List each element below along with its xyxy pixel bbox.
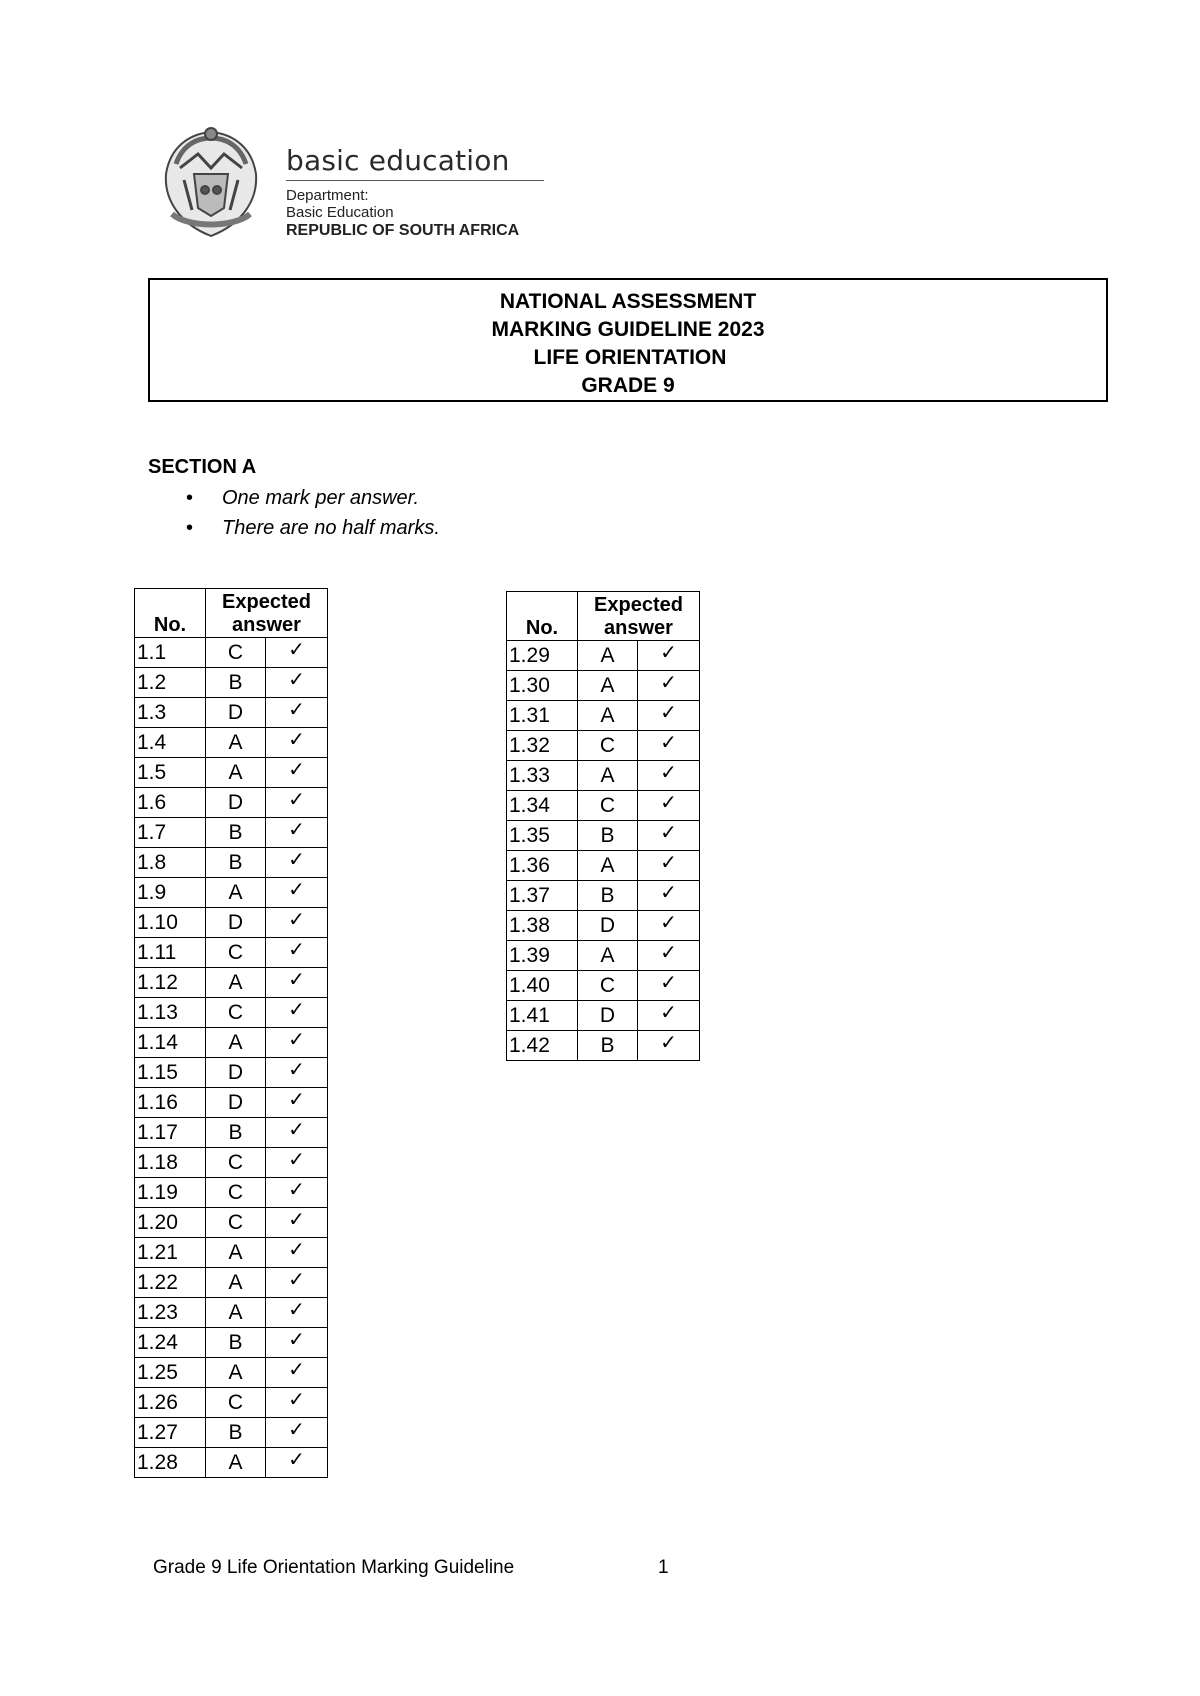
checkmark-icon: ✓	[638, 641, 700, 671]
expected-answer: B	[206, 1118, 266, 1148]
table-row	[135, 1448, 328, 1478]
note-item: • There are no half marks.	[186, 513, 440, 543]
answer-table-left	[134, 588, 328, 1478]
expected-answer: A	[578, 761, 638, 791]
table-row	[507, 791, 700, 821]
checkmark-icon: ✓	[266, 848, 328, 878]
title-line-assessment: NATIONAL ASSESSMENT	[499, 290, 757, 313]
expected-answer: C	[206, 938, 266, 968]
question-number: 1.9	[135, 878, 206, 908]
question-number: 1.22	[135, 1268, 206, 1298]
expected-answer: D	[206, 908, 266, 938]
question-number: 1.25	[135, 1358, 206, 1388]
table-row	[135, 908, 328, 938]
answer-table-right	[506, 591, 700, 1061]
table-row	[135, 1388, 328, 1418]
expected-answer: B	[578, 821, 638, 851]
expected-answer: C	[578, 791, 638, 821]
question-number: 1.32	[507, 731, 578, 761]
expected-answer: C	[206, 998, 266, 1028]
expected-answer: A	[578, 701, 638, 731]
question-number: 1.2	[135, 668, 206, 698]
question-number: 1.31	[507, 701, 578, 731]
expected-answer: A	[206, 1448, 266, 1478]
table-row	[135, 698, 328, 728]
question-number: 1.23	[135, 1298, 206, 1328]
question-number: 1.18	[135, 1148, 206, 1178]
table-row	[135, 878, 328, 908]
checkmark-icon: ✓	[266, 1148, 328, 1178]
expected-answer: A	[206, 1238, 266, 1268]
table-row	[135, 1328, 328, 1358]
question-number: 1.5	[135, 758, 206, 788]
document-title-box	[148, 278, 1108, 402]
table-row	[135, 1418, 328, 1448]
expected-answer: B	[206, 848, 266, 878]
question-number: 1.40	[507, 971, 578, 1001]
page-number: 1	[658, 1557, 669, 1578]
checkmark-icon: ✓	[266, 638, 328, 668]
question-number: 1.10	[135, 908, 206, 938]
checkmark-icon: ✓	[266, 1208, 328, 1238]
question-number: 1.42	[507, 1031, 578, 1061]
checkmark-icon: ✓	[266, 818, 328, 848]
question-number: 1.34	[507, 791, 578, 821]
expected-answer: A	[578, 671, 638, 701]
table-row	[507, 701, 700, 731]
table-row	[507, 911, 700, 941]
checkmark-icon: ✓	[266, 728, 328, 758]
question-number: 1.11	[135, 938, 206, 968]
question-number: 1.27	[135, 1418, 206, 1448]
brand-title: basic education	[286, 144, 510, 177]
table-row	[135, 1238, 328, 1268]
brand-department-label: Department:	[286, 187, 369, 204]
brand-department-name: Basic Education	[286, 204, 394, 221]
table-row	[135, 1118, 328, 1148]
table-row	[507, 731, 700, 761]
expected-answer: A	[206, 1298, 266, 1328]
table-row	[135, 938, 328, 968]
checkmark-icon: ✓	[266, 1178, 328, 1208]
table-row	[507, 941, 700, 971]
expected-answer: C	[206, 638, 266, 668]
checkmark-icon: ✓	[266, 668, 328, 698]
table-row	[135, 848, 328, 878]
table-row	[135, 1208, 328, 1238]
expected-answer: A	[206, 968, 266, 998]
coat-of-arms-icon	[158, 124, 264, 242]
table-row	[135, 1298, 328, 1328]
checkmark-icon: ✓	[266, 1388, 328, 1418]
question-number: 1.3	[135, 698, 206, 728]
table-row	[507, 641, 700, 671]
table-row	[507, 821, 700, 851]
expected-answer: D	[578, 1001, 638, 1031]
table-row	[507, 761, 700, 791]
expected-answer: D	[206, 788, 266, 818]
expected-answer: B	[206, 818, 266, 848]
checkmark-icon: ✓	[638, 821, 700, 851]
checkmark-icon: ✓	[266, 1118, 328, 1148]
note-item: • One mark per answer.	[186, 483, 440, 513]
checkmark-icon: ✓	[266, 1238, 328, 1268]
checkmark-icon: ✓	[638, 1001, 700, 1031]
table-row	[135, 1058, 328, 1088]
expected-answer: A	[206, 758, 266, 788]
checkmark-icon: ✓	[266, 1358, 328, 1388]
checkmark-icon: ✓	[638, 1031, 700, 1061]
table-row	[135, 788, 328, 818]
checkmark-icon: ✓	[266, 968, 328, 998]
checkmark-icon: ✓	[266, 1328, 328, 1358]
question-number: 1.24	[135, 1328, 206, 1358]
expected-answer: A	[206, 1358, 266, 1388]
expected-answer: A	[578, 851, 638, 881]
table-row	[135, 1358, 328, 1388]
checkmark-icon: ✓	[266, 1058, 328, 1088]
expected-answer: C	[578, 971, 638, 1001]
expected-answer: C	[206, 1388, 266, 1418]
expected-answer: D	[206, 1088, 266, 1118]
question-number: 1.14	[135, 1028, 206, 1058]
question-number: 1.6	[135, 788, 206, 818]
expected-answer: B	[578, 881, 638, 911]
question-number: 1.29	[507, 641, 578, 671]
checkmark-icon: ✓	[266, 908, 328, 938]
question-number: 1.26	[135, 1388, 206, 1418]
column-header-no: No.	[135, 589, 206, 638]
table-row	[135, 1028, 328, 1058]
table-row	[135, 968, 328, 998]
table-row	[507, 1031, 700, 1061]
question-number: 1.1	[135, 638, 206, 668]
checkmark-icon: ✓	[638, 731, 700, 761]
question-number: 1.30	[507, 671, 578, 701]
expected-answer: C	[206, 1148, 266, 1178]
table-row	[135, 1148, 328, 1178]
expected-answer: B	[206, 1328, 266, 1358]
checkmark-icon: ✓	[266, 788, 328, 818]
checkmark-icon: ✓	[266, 998, 328, 1028]
column-header-expected-answer: Expected answer	[578, 592, 700, 641]
expected-answer: C	[578, 731, 638, 761]
expected-answer: B	[206, 1418, 266, 1448]
question-number: 1.20	[135, 1208, 206, 1238]
question-number: 1.15	[135, 1058, 206, 1088]
expected-answer: A	[206, 728, 266, 758]
expected-answer: A	[206, 1028, 266, 1058]
expected-answer: B	[206, 668, 266, 698]
expected-answer: B	[578, 1031, 638, 1061]
expected-answer: A	[206, 878, 266, 908]
table-row	[135, 1268, 328, 1298]
checkmark-icon: ✓	[266, 1268, 328, 1298]
question-number: 1.38	[507, 911, 578, 941]
table-row	[507, 851, 700, 881]
expected-answer: C	[206, 1178, 266, 1208]
question-number: 1.36	[507, 851, 578, 881]
table-row	[135, 1088, 328, 1118]
question-number: 1.28	[135, 1448, 206, 1478]
expected-answer: A	[206, 1268, 266, 1298]
question-number: 1.39	[507, 941, 578, 971]
table-row	[507, 881, 700, 911]
title-line-grade: GRADE 9	[581, 374, 675, 397]
checkmark-icon: ✓	[638, 941, 700, 971]
section-title: SECTION A	[148, 456, 257, 478]
table-row	[135, 758, 328, 788]
checkmark-icon: ✓	[638, 881, 700, 911]
title-line-subject: LIFE ORIENTATION	[533, 346, 727, 369]
question-number: 1.4	[135, 728, 206, 758]
checkmark-icon: ✓	[266, 758, 328, 788]
table-row	[507, 971, 700, 1001]
table-row	[135, 818, 328, 848]
checkmark-icon: ✓	[638, 851, 700, 881]
checkmark-icon: ✓	[266, 1448, 328, 1478]
checkmark-icon: ✓	[638, 911, 700, 941]
question-number: 1.7	[135, 818, 206, 848]
checkmark-icon: ✓	[638, 701, 700, 731]
question-number: 1.33	[507, 761, 578, 791]
table-row	[135, 1178, 328, 1208]
checkmark-icon: ✓	[266, 698, 328, 728]
question-number: 1.35	[507, 821, 578, 851]
checkmark-icon: ✓	[266, 1418, 328, 1448]
checkmark-icon: ✓	[638, 671, 700, 701]
column-header-expected-answer: Expected answer	[206, 589, 328, 638]
checkmark-icon: ✓	[266, 1298, 328, 1328]
checkmark-icon: ✓	[638, 971, 700, 1001]
expected-answer: D	[578, 911, 638, 941]
question-number: 1.12	[135, 968, 206, 998]
table-row	[135, 668, 328, 698]
table-row	[135, 998, 328, 1028]
question-number: 1.16	[135, 1088, 206, 1118]
question-number: 1.19	[135, 1178, 206, 1208]
checkmark-icon: ✓	[266, 1088, 328, 1118]
checkmark-icon: ✓	[266, 938, 328, 968]
checkmark-icon: ✓	[266, 1028, 328, 1058]
marking-notes	[186, 483, 440, 543]
brand-divider	[286, 180, 544, 181]
expected-answer: C	[206, 1208, 266, 1238]
expected-answer: D	[206, 1058, 266, 1088]
brand-country: REPUBLIC OF SOUTH AFRICA	[286, 222, 520, 239]
department-logo	[158, 124, 548, 244]
column-header-no: No.	[507, 592, 578, 641]
checkmark-icon: ✓	[266, 878, 328, 908]
question-number: 1.13	[135, 998, 206, 1028]
table-row	[507, 671, 700, 701]
title-line-guideline: MARKING GUIDELINE 2023	[491, 318, 765, 341]
table-row	[135, 638, 328, 668]
table-row	[135, 728, 328, 758]
checkmark-icon: ✓	[638, 761, 700, 791]
expected-answer: D	[206, 698, 266, 728]
table-row	[507, 1001, 700, 1031]
question-number: 1.37	[507, 881, 578, 911]
checkmark-icon: ✓	[638, 791, 700, 821]
question-number: 1.8	[135, 848, 206, 878]
question-number: 1.41	[507, 1001, 578, 1031]
footer-text: Grade 9 Life Orientation Marking Guideline	[153, 1557, 515, 1578]
question-number: 1.17	[135, 1118, 206, 1148]
expected-answer: A	[578, 641, 638, 671]
question-number: 1.21	[135, 1238, 206, 1268]
expected-answer: A	[578, 941, 638, 971]
